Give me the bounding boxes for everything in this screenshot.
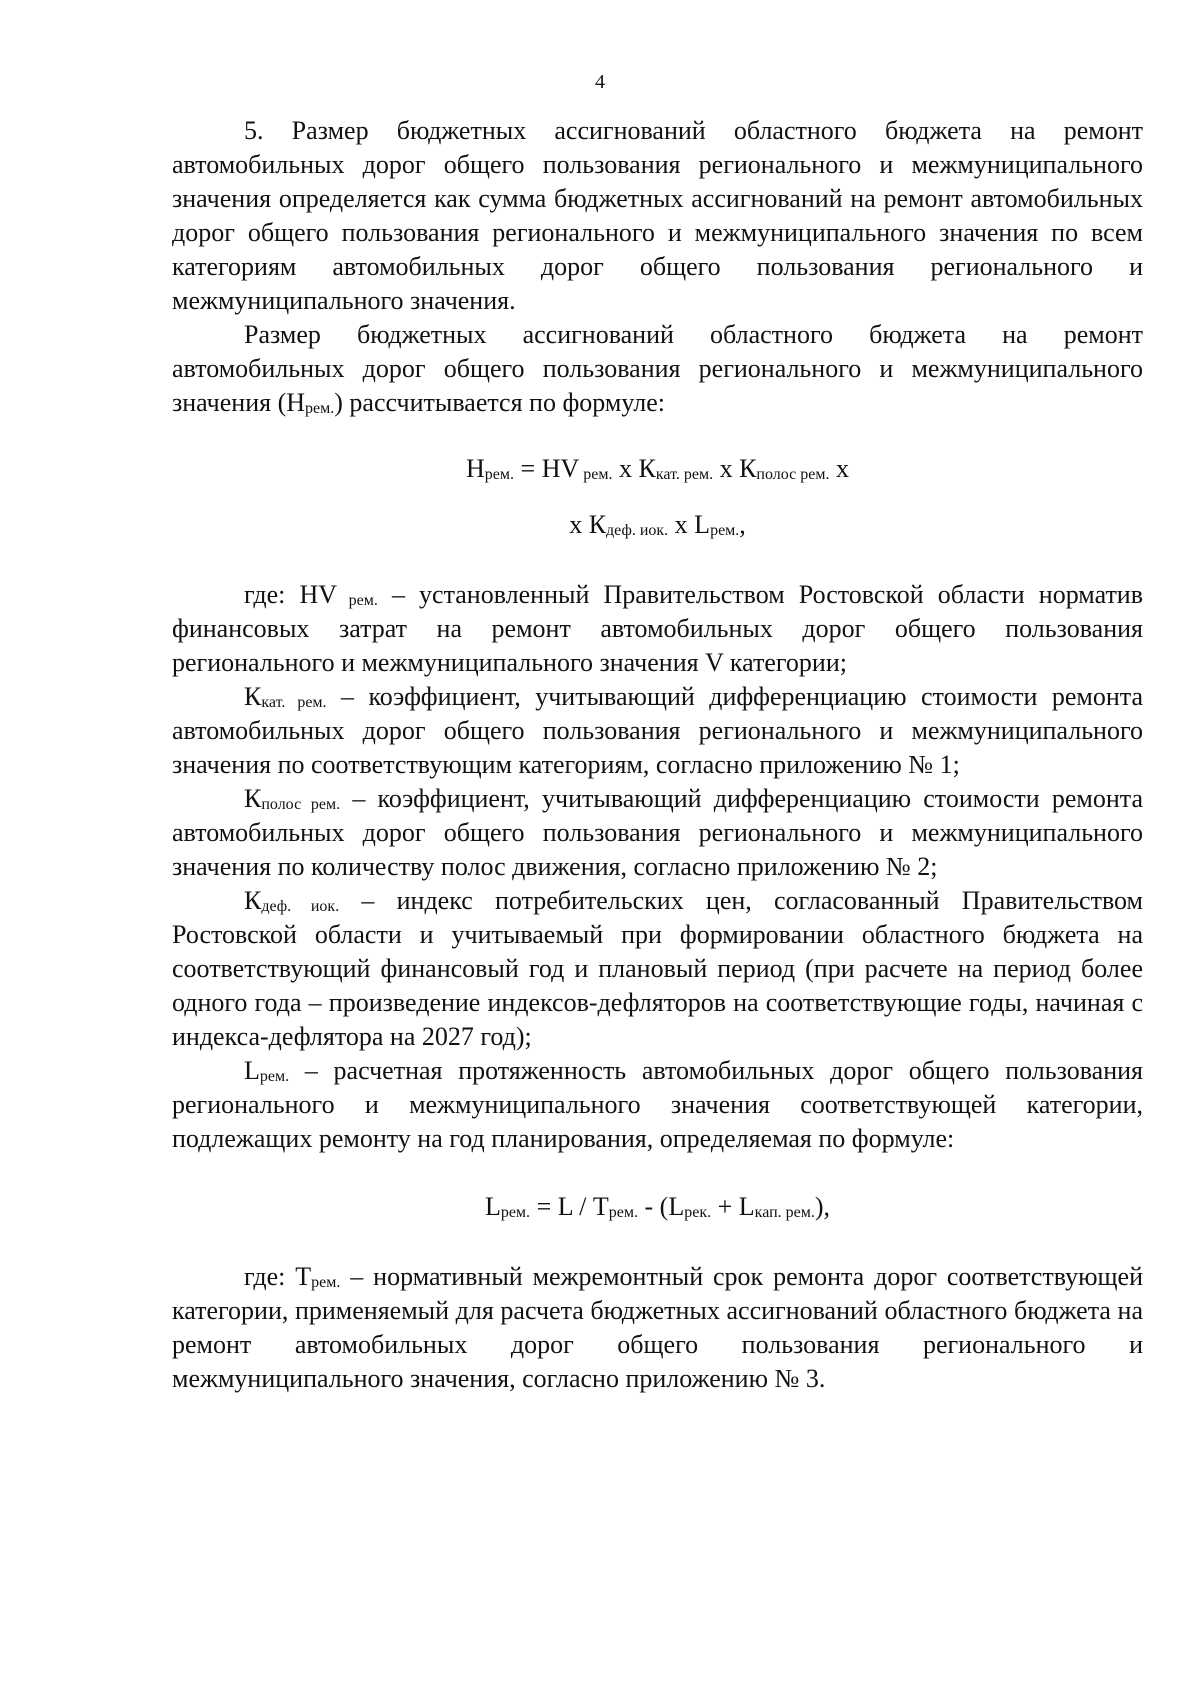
formula-subscript: рем. [500,1204,531,1221]
definition-symbol: К [244,784,262,813]
formula-subscript: рем. [579,466,613,483]
formula-subscript: деф. иок. [606,522,669,539]
intro-text: Размер бюджетных ассигнований областного бюджета на ремонт автомобильных дорог общего пользования регионального и межмуниципального значения ( [172,320,1143,417]
formula-subscript: рем. [608,1204,638,1221]
formula-symbol: НV [541,454,580,483]
formula-subscript: рем. [710,522,740,539]
formula-symbol: L [668,1192,685,1221]
formula-symbol: К [588,510,607,539]
formula-operator: х [829,454,849,483]
formula-2 [172,1190,1143,1224]
definition-text: – расчетная протяженность автомобильных дорог общего пользования регионального и межмуниципального значения соответствующей категории, подлежащих ремонту на год планирования, определяемая по формуле: [172,1056,1143,1153]
formula-subscript: полос рем. [756,466,830,483]
definition-k-kat-rem [172,680,1143,782]
intro-tail: ) рассчитывается по формуле: [334,388,665,417]
formula-symbol: К [638,454,656,483]
formula-operator: = [514,454,542,483]
definition-subscript: полос рем. [261,796,341,813]
formula-operator: - ( [638,1192,669,1221]
symbol-h: Н [286,388,306,417]
definition-text: – индекс потребительских цен, согласованный Правительством Ростовской области и учитываемый при формировании областного бюджета на соответствующий финансовый год и плановый период (при расчете на период более одного года – произведение индексов-дефляторов на соответствующие годы, начиная с индекса-дефлятора на 2027 год); [172,886,1144,1051]
formula-1-line-1 [172,452,1143,486]
formula-operator: х [612,454,639,483]
formula-symbol: L [484,1192,501,1221]
definition-symbol: К [244,682,262,711]
definition-k-polos-rem [172,782,1143,884]
paragraph-formula-intro [172,318,1143,420]
paragraph-5-text: 5. Размер бюджетных ассигнований областного бюджета на ремонт автомобильных дорог общего пользования регионального и межмуниципального значения определяется как сумма бюджетных ассигнований на ремонт автомобильных дорог общего пользования регионального и межмуниципального значения по всем категориям автомобильных дорог общего пользования регионального и межмуниципального значения. [172,116,1143,315]
definition-subscript: кат. рем. [261,694,327,711]
formula-operator: х [713,454,740,483]
formula-symbol: Н [466,454,485,483]
formula-symbol: Т [592,1192,609,1221]
definition-subscript: рем. [259,1068,290,1085]
subscript-rem: рем. [305,400,335,417]
definition-text: – коэффициент, учитывающий дифференциацию стоимости ремонта автомобильных дорог общего пользования регионального и межмуниципального значения по количеству полос движения, согласно приложению № 2; [172,784,1143,881]
definition-k-def-iok [172,884,1143,1054]
formula-punctuation: ), [814,1192,831,1221]
formula-subscript: рек. [684,1204,712,1221]
formula-subscript: кап. рем. [754,1204,815,1221]
formula-symbol: К [739,454,757,483]
formula-operator: + [711,1192,739,1221]
formula-1-line-2 [172,508,1143,542]
formula-operator: х [668,510,695,539]
formula-subscript: кат. рем. [655,466,714,483]
formula-symbol: L [738,1192,755,1221]
formula-operator: х [569,510,589,539]
formula-subscript: рем. [484,466,515,483]
formula-punctuation: , [739,510,746,539]
formula-symbol: L [694,510,711,539]
definition-hv-rem [172,578,1143,680]
definition-text: – установленный Правительством Ростовской области норматив финансовых затрат на ремонт автомобильных дорог общего пользования регионального и межмуниципального значения V категории; [172,580,1143,677]
definition-subscript: деф. иок. [261,898,340,915]
definition-symbol: К [244,886,262,915]
formula-operator: = L / [530,1192,593,1221]
definition-text: – коэффициент, учитывающий дифференциацию стоимости ремонта автомобильных дорог общего пользования регионального и межмуниципального значения по соответствующим категориям, согласно приложению № 1; [172,682,1143,779]
definition-symbol: L [244,1056,260,1085]
definition-lead: где: [244,1262,296,1291]
definition-subscript: рем. [337,592,378,609]
document-body [172,114,1143,1396]
definition-symbol: НV [299,580,338,609]
page-number: 4 [595,71,605,93]
paragraph-5 [172,114,1143,318]
definition-t-rem [172,1260,1143,1396]
definition-l-rem [172,1054,1143,1156]
definition-symbol: Т [295,1262,312,1291]
definition-subscript: рем. [311,1274,341,1291]
definition-lead: где: [244,580,300,609]
definition-text: – нормативный межремонтный срок ремонта дорог соответствующей категории, применяемый для расчета бюджетных ассигнований областного бюджета на ремонт автомобильных дорог общего пользования регионального и межмуниципального значения, согласно приложению № 3. [172,1262,1143,1393]
